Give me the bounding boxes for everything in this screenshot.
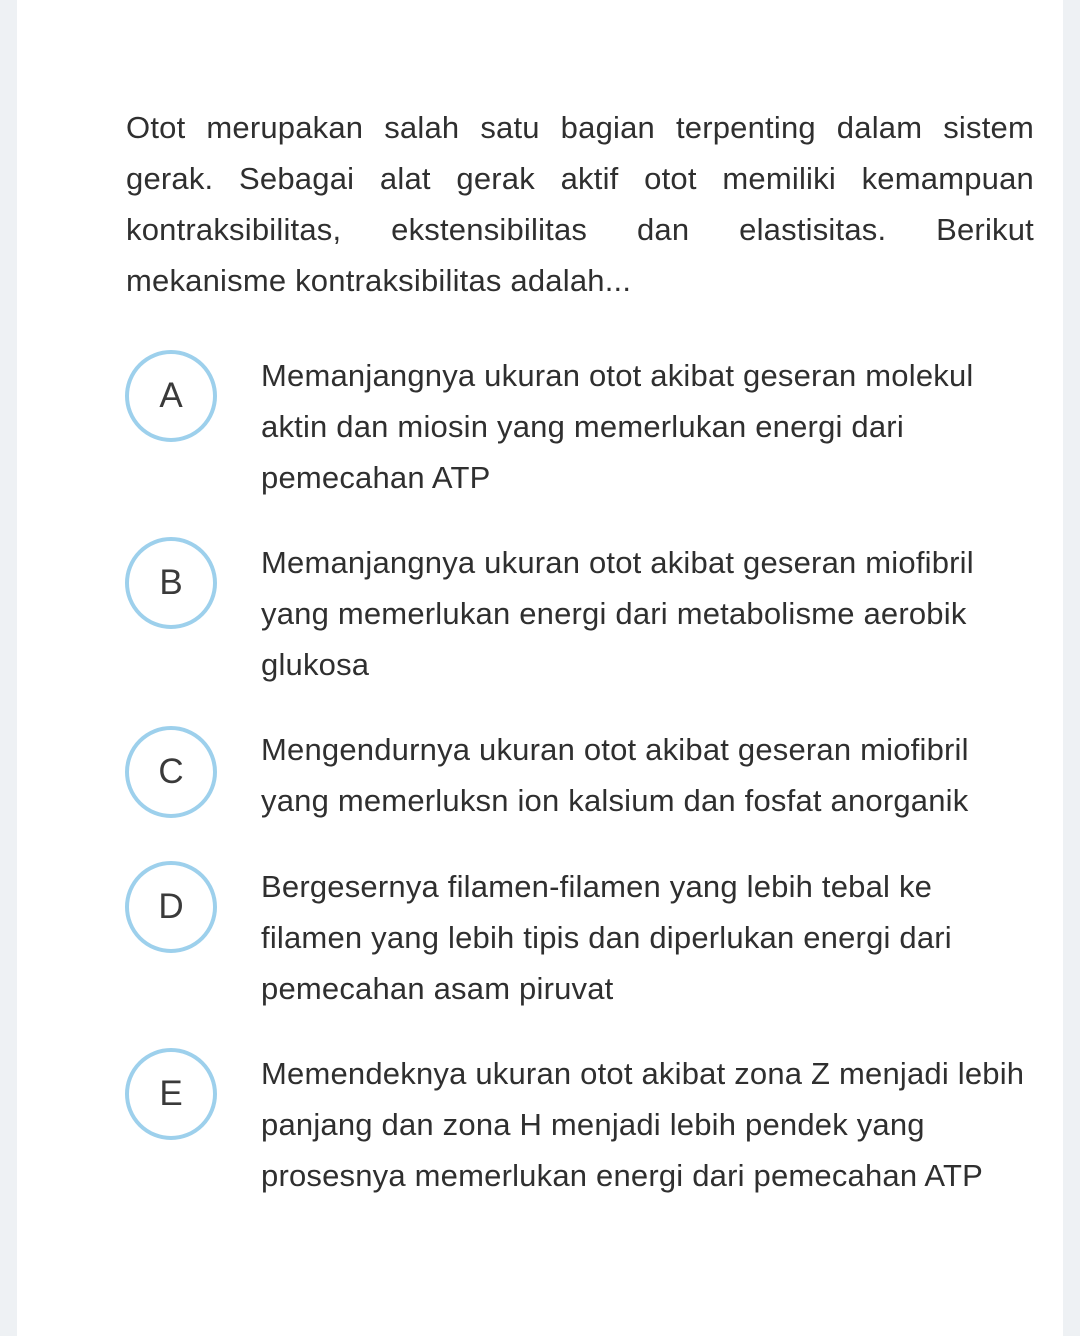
question-text: Otot merupakan salah satu bagian terpenting dalam sistem gerak. Sebagai alat gerak aktif otot memiliki kemampuan kontraksibilitas, ekstensibilitas dan elastisitas. Berikut mekanisme kontraksibilitas adalah...: [126, 110, 1034, 298]
option-letter-badge[interactable]: A: [125, 350, 217, 442]
option-letter-badge[interactable]: C: [125, 726, 217, 818]
option-text[interactable]: Memendeknya ukuran otot akibat zona Z menjadi lebih panjang dan zona H menjadi lebih pendek yang prosesnya memerlukan energi dari pemecahan ATP: [261, 1056, 1025, 1193]
option-text[interactable]: Bergesernya filamen-filamen yang lebih tebal ke filamen yang lebih tipis dan diperlukan energi dari pemecahan asam piruvat: [261, 869, 952, 1006]
option-letter-badge[interactable]: E: [125, 1048, 217, 1140]
option-letter-badge[interactable]: B: [125, 537, 217, 629]
option-text[interactable]: Memanjangnya ukuran otot akibat geseran molekul aktin dan miosin yang memerlukan energi dari pemecahan ATP: [261, 358, 974, 495]
question-card: [17, 0, 1063, 1336]
option-letter-badge[interactable]: D: [125, 861, 217, 953]
option-text[interactable]: Mengendurnya ukuran otot akibat geseran miofibril yang memerluksn ion kalsium dan fosfat anorganik: [261, 732, 969, 818]
option-text[interactable]: Memanjangnya ukuran otot akibat geseran miofibril yang memerlukan energi dari metabolisme aerobik glukosa: [261, 545, 974, 682]
